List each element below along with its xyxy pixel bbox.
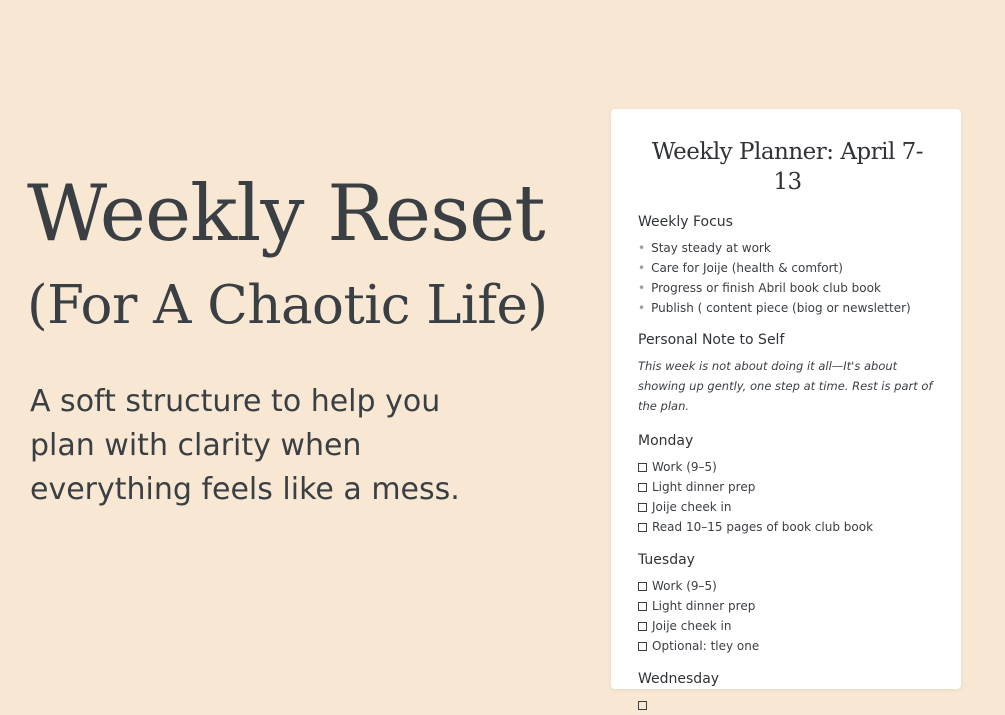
personal-note-heading: Personal Note to Self	[638, 332, 785, 348]
focus-item-label: Progress or finish Abril book club book	[651, 281, 881, 295]
bullet-icon: •	[638, 241, 646, 255]
hero-title: Weekly Reset	[27, 169, 545, 259]
task-checkbox[interactable]	[638, 503, 647, 512]
task-item	[638, 695, 937, 715]
personal-note-text: This week is not about doing it all—It's about showing up gently, one step at time. Rest is part of the plan.	[638, 359, 933, 413]
focus-item	[638, 278, 937, 298]
day-monday	[638, 431, 937, 537]
weekly-focus-list	[638, 238, 937, 318]
task-checkbox[interactable]	[638, 523, 647, 532]
task-item	[638, 497, 937, 517]
focus-item-label: Publish ( content piece (biog or newsletter)	[651, 301, 911, 315]
task-checkbox[interactable]	[638, 463, 647, 472]
task-label: Work (9–5)	[652, 460, 717, 474]
task-item	[638, 517, 937, 537]
focus-item-label: Care for Joije (health & comfort)	[651, 261, 843, 275]
day-heading: Monday	[638, 433, 694, 449]
task-item	[638, 457, 937, 477]
task-item	[638, 616, 937, 636]
task-checkbox[interactable]	[638, 582, 647, 591]
focus-item-label: Stay steady at work	[651, 241, 771, 255]
bullet-icon: •	[638, 281, 646, 295]
task-label: Work (9–5)	[652, 579, 717, 593]
task-label: Light dinner prep	[652, 480, 756, 494]
bullet-icon: •	[638, 301, 646, 315]
weekly-focus-heading: Weekly Focus	[638, 214, 733, 230]
task-item	[638, 636, 937, 656]
task-label: Joije cheek in	[652, 619, 732, 633]
task-item	[638, 596, 937, 616]
task-label: Light dinner prep	[652, 599, 756, 613]
focus-item	[638, 298, 937, 318]
hero-subtitle: (For A Chaotic Life)	[27, 275, 548, 336]
task-checkbox[interactable]	[638, 622, 647, 631]
task-item	[638, 576, 937, 596]
day-wednesday	[638, 669, 937, 715]
day-heading: Tuesday	[638, 552, 695, 568]
task-item	[638, 477, 937, 497]
hero-tagline: A soft structure to help you plan with clarity when everything feels like a mess.	[30, 384, 460, 507]
task-checkbox[interactable]	[638, 642, 647, 651]
task-label: Optional: tley one	[652, 639, 760, 653]
focus-item	[638, 238, 937, 258]
task-checkbox[interactable]	[638, 602, 647, 611]
day-heading: Wednesday	[638, 671, 720, 687]
task-label: Read 10–15 pages of book club book	[652, 520, 874, 534]
task-checkbox[interactable]	[638, 483, 647, 492]
task-checkbox[interactable]	[638, 701, 647, 710]
day-tuesday	[638, 550, 937, 656]
planner-title: Weekly Planner: April 7-13	[651, 139, 924, 195]
bullet-icon: •	[638, 261, 646, 275]
planner-card	[611, 109, 961, 689]
task-label: Joije cheek in	[652, 500, 732, 514]
focus-item	[638, 258, 937, 278]
